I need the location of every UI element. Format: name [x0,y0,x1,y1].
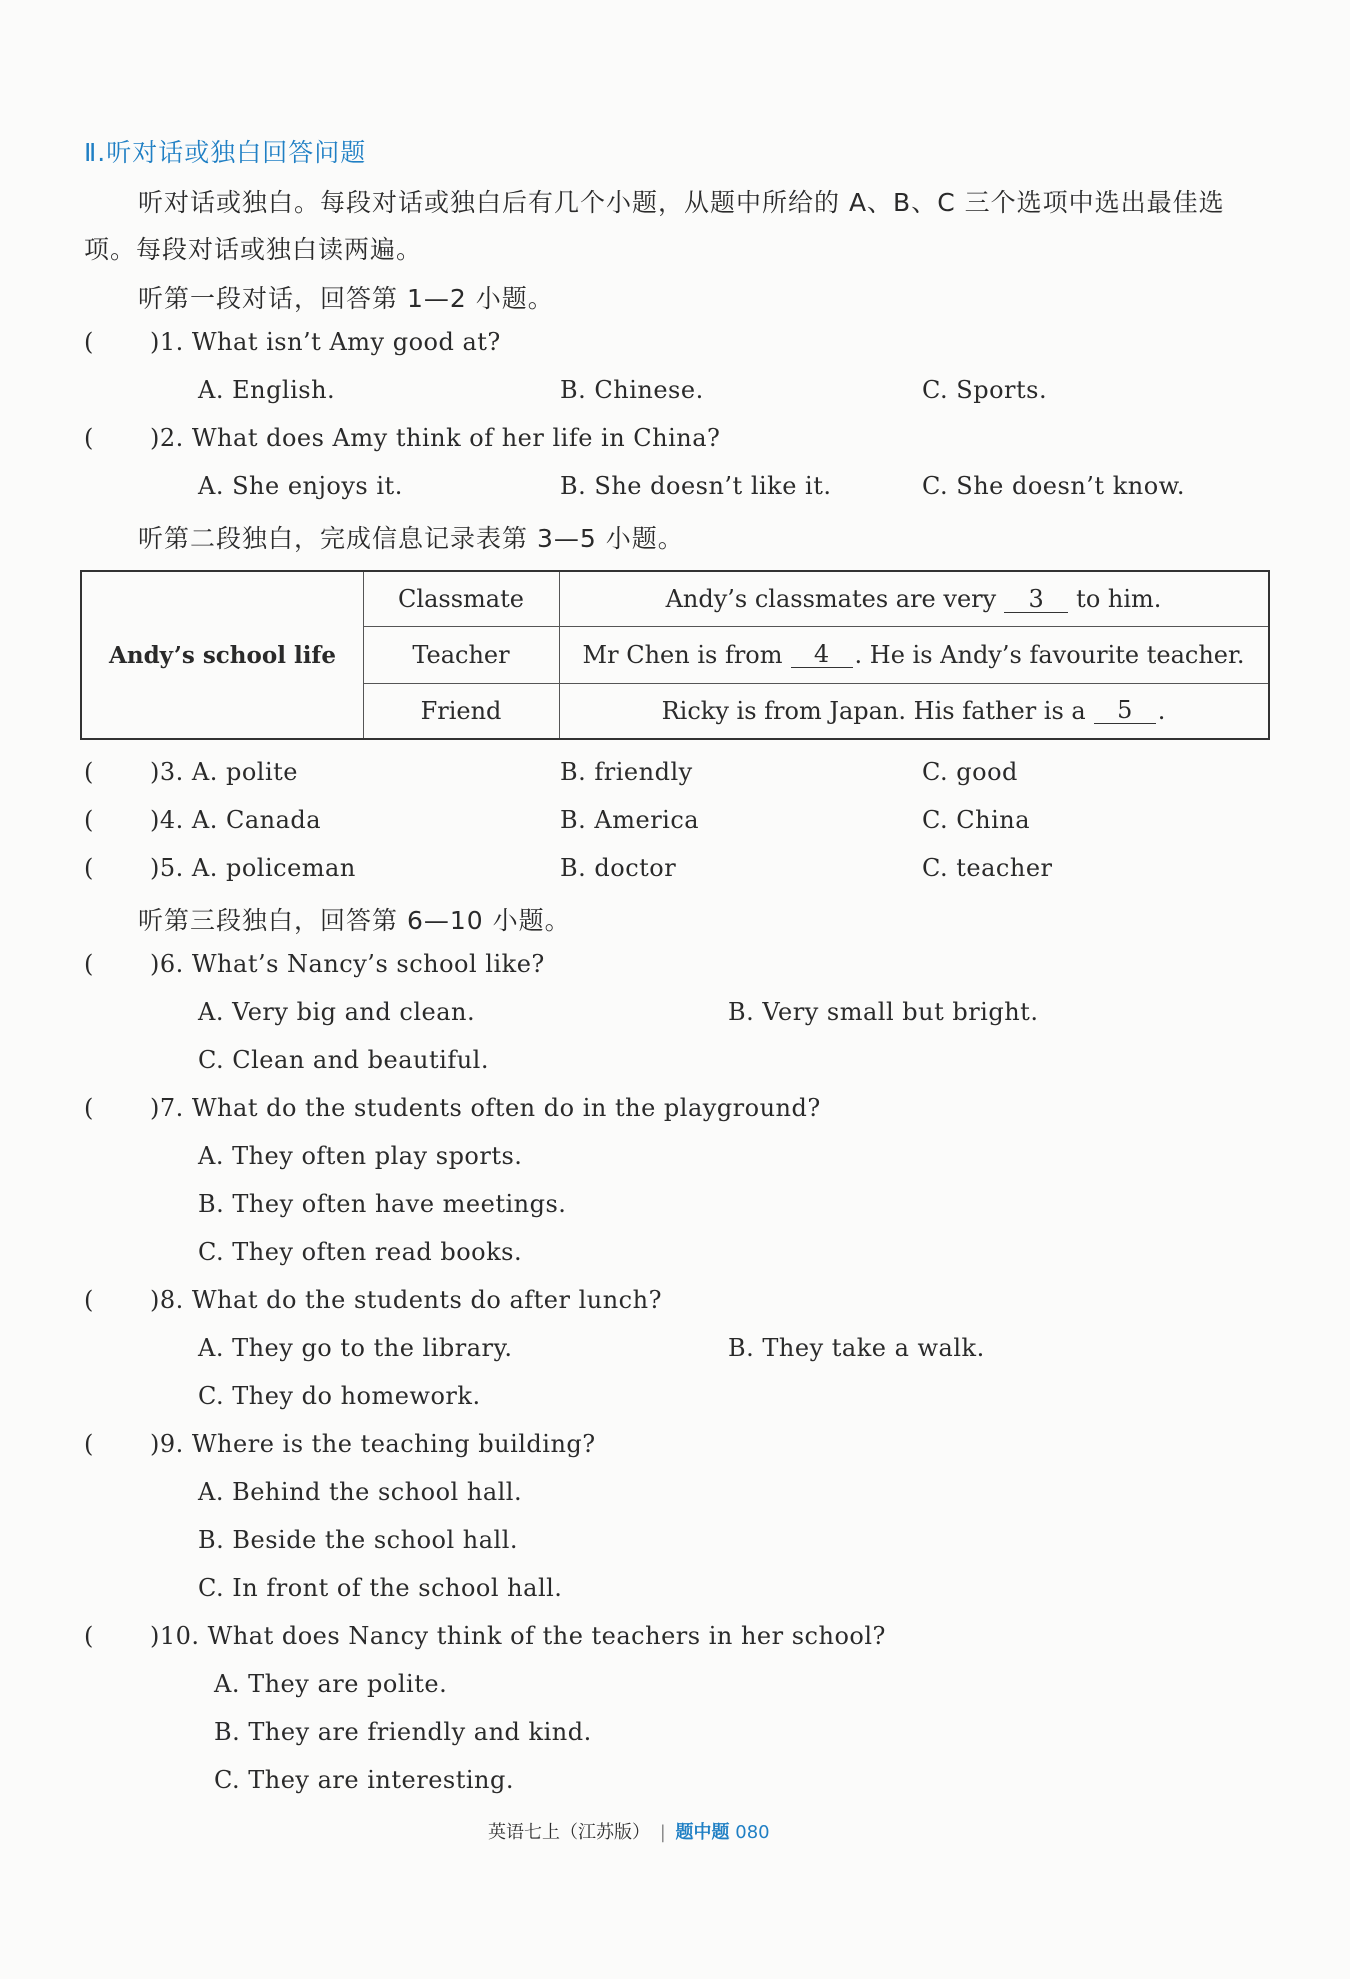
answer-paren[interactable]: ( [84,1430,94,1458]
question-8-option-c[interactable]: C. They do homework. [198,1382,481,1410]
answer-blank[interactable]: 3 [1004,586,1068,613]
table-row-content [559,626,1268,683]
question-9-option-a[interactable]: A. Behind the school hall. [198,1478,523,1506]
answer-paren[interactable]: ( [84,328,94,356]
row-text-post: to him. [1076,585,1162,613]
answer-blank[interactable]: 5 [1094,697,1156,724]
part2-instruction: 听第二段独白，完成信息记录表第 3—5 小题。 [138,524,684,553]
page-footer [488,1818,770,1844]
question-2-stem: )2. What does Amy think of her life in China? [150,424,721,452]
table-row-label: Classmate [398,585,524,613]
answer-paren[interactable]: ( [84,1286,94,1314]
question-6-option-b[interactable]: B. Very small but bright. [728,998,1039,1026]
question-1-stem: )1. What isn’t Amy good at? [150,328,501,356]
question-10-option-c[interactable]: C. They are interesting. [214,1766,514,1794]
question-10-stem: )10. What does Nancy think of the teachers in her school? [150,1622,886,1650]
question-7-option-b[interactable]: B. They often have meetings. [198,1190,567,1218]
question-6-option-c[interactable]: C. Clean and beautiful. [198,1046,489,1074]
table-row-label: Friend [420,696,502,725]
page-number: 080 [735,1822,770,1843]
question-5-stem[interactable]: )5. A. policeman [150,854,356,882]
question-9-option-b[interactable]: B. Beside the school hall. [198,1526,519,1554]
question-4-option-b[interactable]: B. America [560,806,700,834]
question-8-stem: )8. What do the students do after lunch? [150,1286,662,1314]
question-10-option-a[interactable]: A. They are polite. [214,1670,448,1698]
table-row-content [559,572,1268,626]
question-10-option-b[interactable]: B. They are friendly and kind. [214,1718,592,1746]
part3-instruction: 听第三段独白，回答第 6—10 小题。 [138,906,571,935]
question-3-option-b[interactable]: B. friendly [560,758,693,786]
question-5-option-b[interactable]: B. doctor [560,854,677,882]
section-intro-line1: 听对话或独白。每段对话或独白后有几个小题，从题中所给的 A、B、C 三个选项中选出最佳选 [138,188,1225,217]
question-1-option-b[interactable]: B. Chinese. [560,376,704,404]
question-3-option-c[interactable]: C. good [922,758,1018,786]
row-text-pre: Ricky is from Japan. His father is a [661,696,1086,725]
question-2-option-c[interactable]: C. She doesn’t know. [922,472,1185,500]
footer-book-title: 英语七上（江苏版） [488,1822,650,1843]
question-6-stem: )6. What’s Nancy’s school like? [150,950,545,978]
answer-blank[interactable]: 4 [791,641,853,668]
question-4-option-c[interactable]: C. China [922,806,1031,834]
question-7-option-a[interactable]: A. They often play sports. [198,1142,523,1170]
question-2-option-b[interactable]: B. She doesn’t like it. [560,472,832,500]
answer-paren[interactable]: ( [84,1094,94,1122]
question-9-option-c[interactable]: C. In front of the school hall. [198,1574,563,1602]
row-text-post: . He is Andy’s favourite teacher. [854,640,1245,669]
table-row-label: Teacher [412,640,510,669]
answer-paren[interactable]: ( [84,854,94,882]
row-text-pre: Mr Chen is from [582,640,783,669]
question-4-stem[interactable]: )4. A. Canada [150,806,322,834]
row-text-post: . [1157,696,1166,725]
section-title: Ⅱ.听对话或独白回答问题 [84,138,367,167]
footer-separator: | [659,1822,666,1843]
question-9-stem: )9. Where is the teaching building? [150,1430,596,1458]
question-3-stem[interactable]: )3. A. polite [150,758,298,786]
answer-paren[interactable]: ( [84,806,94,834]
question-5-option-c[interactable]: C. teacher [922,854,1053,882]
question-7-stem: )7. What do the students often do in the playground? [150,1094,821,1122]
answer-paren[interactable]: ( [84,950,94,978]
answer-paren[interactable]: ( [84,424,94,452]
question-2-option-a[interactable]: A. She enjoys it. [198,472,403,500]
question-1-option-c[interactable]: C. Sports. [922,376,1048,404]
row-text-pre: Andy’s classmates are very [665,585,997,613]
answer-paren[interactable]: ( [84,1622,94,1650]
footer-brand: 题中题 [675,1822,730,1843]
info-record-table [80,570,1270,740]
question-7-option-c[interactable]: C. They often read books. [198,1238,523,1266]
question-6-option-a[interactable]: A. Very big and clean. [198,998,476,1026]
table-row-content [559,683,1268,738]
answer-paren[interactable]: ( [84,758,94,786]
question-8-option-a[interactable]: A. They go to the library. [198,1334,513,1362]
question-1-option-a[interactable]: A. English. [198,376,336,404]
section-intro-line2: 项。每段对话或独白读两遍。 [84,235,423,264]
table-title-cell: Andy’s school life [109,641,336,669]
question-8-option-b[interactable]: B. They take a walk. [728,1334,985,1362]
part1-instruction: 听第一段对话，回答第 1—2 小题。 [138,284,554,313]
